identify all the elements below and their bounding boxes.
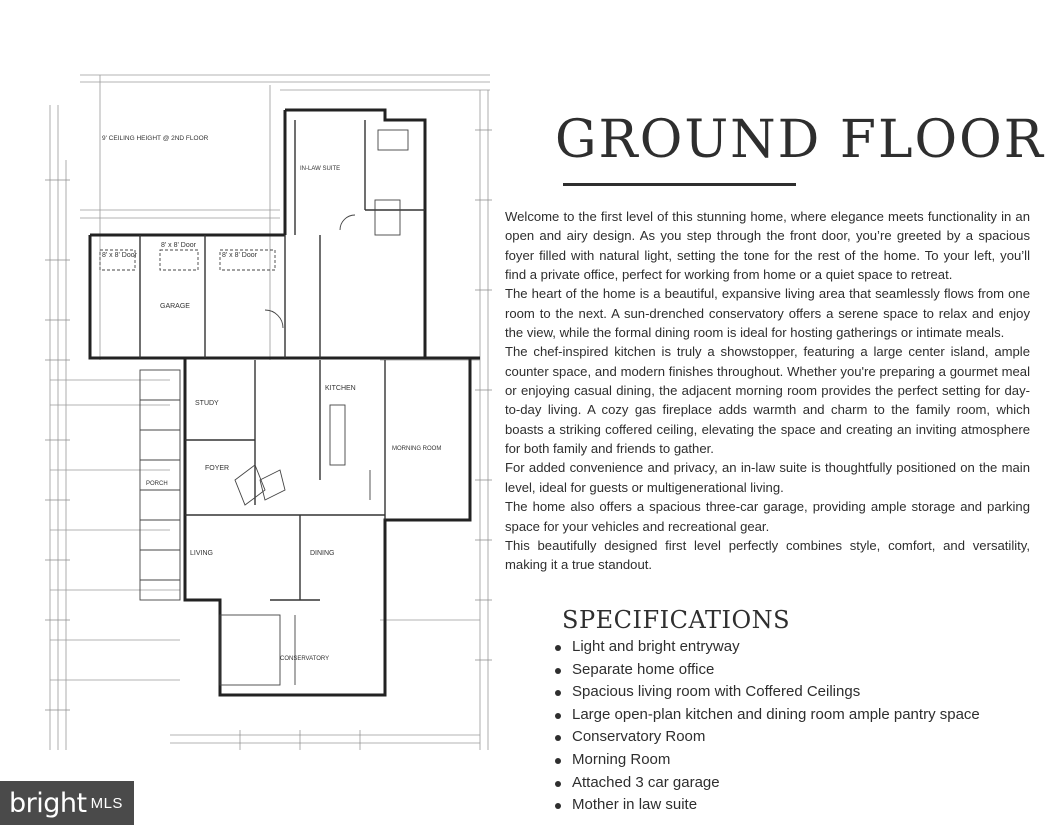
description	[505, 207, 1030, 575]
spec-item: Spacious living room with Coffered Ceilings	[555, 681, 1050, 704]
description-paragraph: For added convenience and privacy, an in-law suite is thoughtfully positioned on the main level, ideal for guests or multigenerational living.	[505, 460, 1030, 495]
exterior-walls	[90, 110, 480, 695]
room-label-conservatory: CONSERVATORY	[280, 656, 330, 662]
logo-mls-text: MLS	[90, 794, 123, 812]
description-paragraph: The home also offers a spacious three-car garage, providing ample storage and parking space for your vehicles and recreational gear.	[505, 499, 1030, 534]
room-label-living: LIVING	[190, 550, 213, 557]
spec-item: Attached 3 car garage	[555, 772, 1050, 795]
room-labels	[102, 135, 441, 662]
room-label-kitchen: KITCHEN	[325, 385, 356, 392]
description-paragraph: Welcome to the first level of this stunning home, where elegance meets functionality in an open and airy design. As you step through the front door, you’re greeted by a spacious foyer filled with natural light, setting the tone for the rest of the home. To your left, you’ll find a private office, perfect for working from home or a quiet space to retreat.	[505, 209, 1030, 283]
title-underline	[563, 183, 796, 186]
bright-mls-logo	[0, 781, 134, 825]
floor-plan-drawing	[40, 60, 495, 760]
door-label-1: 8' x 8' Door	[102, 252, 137, 259]
description-paragraph: This beautifully designed first level perfectly combines style, comfort, and versatility, making it a true standout.	[505, 537, 1030, 573]
room-label-dining: DINING	[310, 550, 335, 557]
door-label-3: 8' x 8' Door	[222, 252, 257, 259]
page-title: GROUND FLOOR	[555, 110, 1045, 170]
spec-item: Large open-plan kitchen and dining room ample pantry space	[555, 704, 1050, 727]
floor-plan-svg	[40, 60, 495, 760]
logo-brand-text: bright	[9, 787, 87, 819]
ceiling-note: 9' CEILING HEIGHT @ 2ND FLOOR	[102, 135, 209, 142]
fixtures	[100, 130, 408, 685]
description-paragraph: The chef-inspired kitchen is truly a showstopper, featuring a large center island, ample counter space, and modern finishes throughout. Whether you're preparing a gourmet meal or enjoying casual dining, the adjacent morning room provides the perfect setting for day-to-day living. A cozy gas fireplace adds warmth and charm to the family room, which boasts a striking coffered ceiling, elevating the space and creating an inviting atmosphere for both family and friends to gather.	[505, 344, 1030, 457]
spec-item: Morning Room	[555, 749, 1050, 772]
specifications-list	[555, 636, 1050, 817]
spec-item: Mother in law suite	[555, 794, 1050, 817]
door-label-2: 8' x 8' Door	[161, 242, 196, 249]
description-paragraph: The heart of the home is a beautiful, expansive living area that seamlessly flows from one room to the next. A sun-drenched conservatory offers a serene space to relax and enjoy the view, while the formal dining room is ideal for hosting gatherings or intimate meals.	[505, 286, 1030, 341]
room-label-porch: PORCH	[146, 481, 168, 487]
room-label-garage: GARAGE	[160, 303, 190, 310]
spec-item: Conservatory Room	[555, 726, 1050, 749]
room-label-foyer: FOYER	[205, 465, 230, 472]
spec-item: Light and bright entryway	[555, 636, 1050, 659]
spec-item: Separate home office	[555, 659, 1050, 682]
room-label-morning-room: MORNING ROOM	[392, 446, 442, 452]
specifications-heading: SPECIFICATIONS	[562, 606, 791, 634]
room-label-in-law-suite: IN-LAW SUITE	[300, 166, 341, 172]
room-label-study: STUDY	[195, 400, 219, 407]
